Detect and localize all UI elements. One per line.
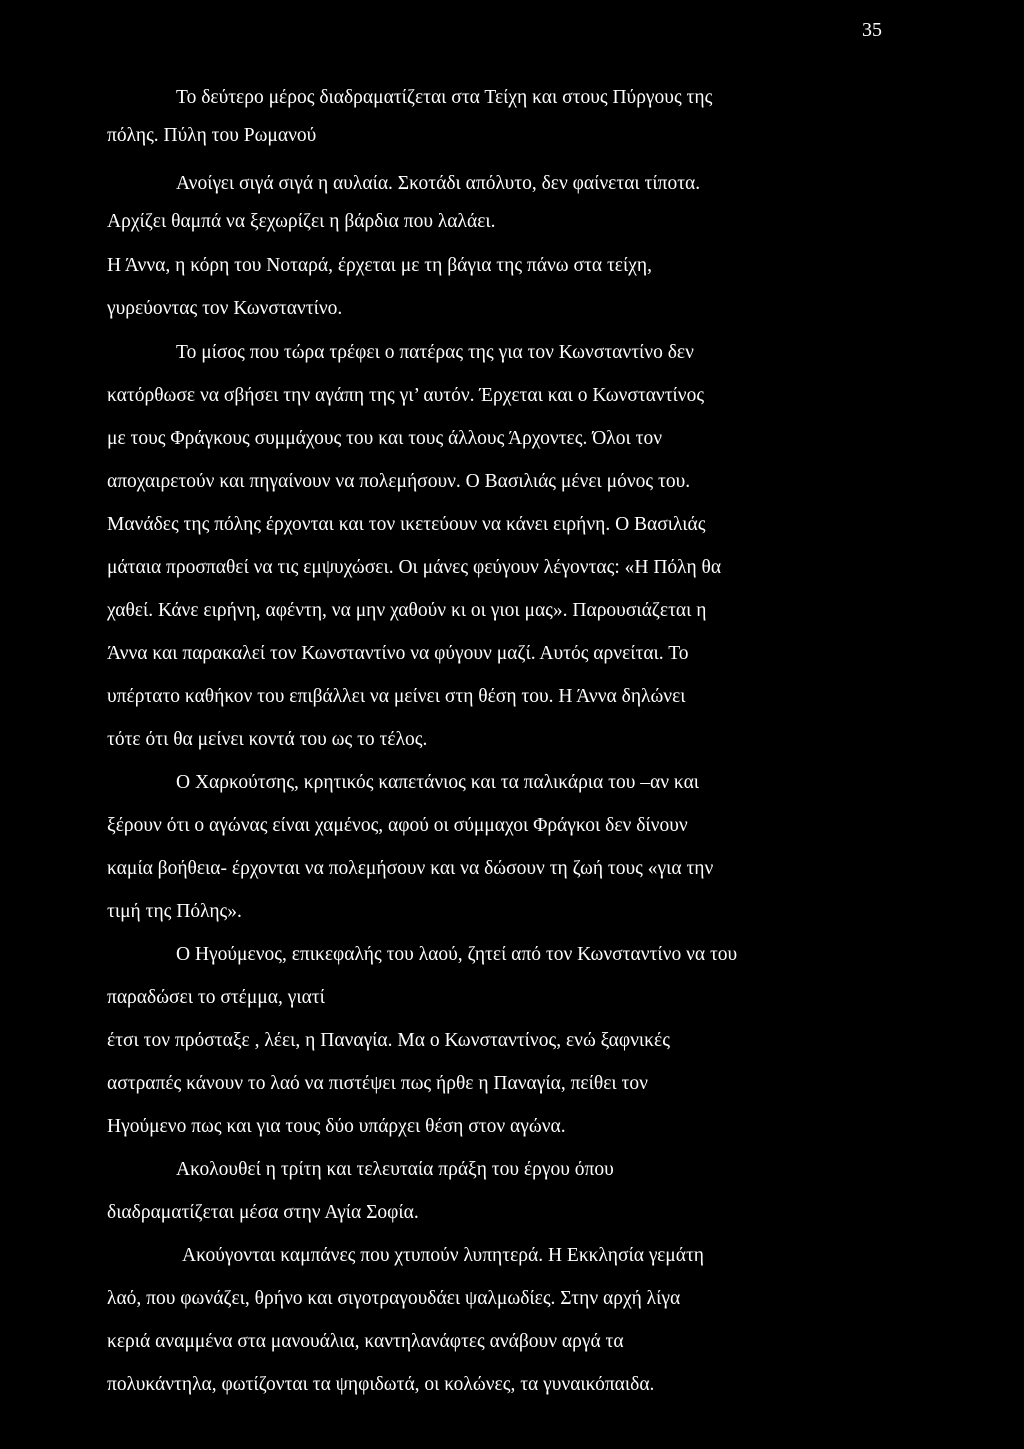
text-line: γυρεύοντας τον Κωνσταντίνο. (107, 298, 343, 319)
text-line: καμία βοήθεια- έρχονται να πολεμήσουν και να δώσουν τη ζωή τους «για την (107, 858, 714, 879)
text-line: Άννα και παρακαλεί τον Κωνσταντίνο να φύγουν μαζί. Αυτός αρνείται. Το (107, 643, 689, 664)
text-line: πολυκάντηλα, φωτίζονται τα ψηφιδωτά, οι κολώνες, τα γυναικόπαιδα. (107, 1374, 655, 1395)
text-line: Η Άννα, η κόρη του Νοταρά, έρχεται με τη βάγια της πάνω στα τείχη, (107, 255, 652, 276)
text-line: έτσι τον πρόσταξε , λέει, η Παναγία. Μα ο Κωνσταντίνος, ενώ ξαφνικές (107, 1030, 670, 1051)
page-number: 35 (862, 19, 882, 41)
text-line: Ανοίγει σιγά σιγά η αυλαία. Σκοτάδι απόλυτο, δεν φαίνεται τίποτα. (176, 173, 701, 194)
text-line: Αρχίζει θαμπά να ξεχωρίζει η βάρδια που λαλάει. (107, 211, 496, 232)
text-line: πόλης. Πύλη του Ρωμανού (107, 125, 317, 146)
text-line: αστραπές κάνουν το λαό να πιστέψει πως ήρθε η Παναγία, πείθει τον (107, 1073, 648, 1094)
text-line: Το μίσος που τώρα τρέφει ο πατέρας της για τον Κωνσταντίνο δεν (176, 342, 694, 363)
text-line: λαό, που φωνάζει, θρήνο και σιγοτραγουδάει ψαλμωδίες. Στην αρχή λίγα (107, 1288, 681, 1309)
text-line: Ο Χαρκούτσης, κρητικός καπετάνιος και τα παλικάρια του –αν και (176, 772, 700, 793)
text-line: αποχαιρετούν και πηγαίνουν να πολεμήσουν. Ο Βασιλιάς μένει μόνος του. (107, 471, 691, 492)
text-line: Ακολουθεί η τρίτη και τελευταία πράξη του έργου όπου (176, 1159, 614, 1180)
text-line: μάταια προσπαθεί να τις εμψυχώσει. Οι μάνες φεύγουν λέγοντας: «Η Πόλη θα (107, 557, 722, 578)
text-line: κατόρθωσε να σβήσει την αγάπη της γι’ αυτόν. Έρχεται και ο Κωνσταντίνος (107, 385, 705, 406)
text-line: τιμή της Πόλης». (107, 901, 242, 922)
text-line: διαδραματίζεται μέσα στην Αγία Σοφία. (107, 1202, 419, 1223)
text-line: κεριά αναμμένα στα μανουάλια, καντηλανάφτες ανάβουν αργά τα (107, 1331, 624, 1352)
text-line: υπέρτατο καθήκον του επιβάλλει να μείνει στη θέση του. Η Άννα δηλώνει (107, 686, 686, 707)
text-line: Ο Ηγούμενος, επικεφαλής του λαού, ζητεί από τον Κωνσταντίνο να του (176, 944, 738, 965)
text-line: τότε ότι θα μείνει κοντά του ως το τέλος. (107, 729, 428, 750)
text-line: Το δεύτερο μέρος διαδραματίζεται στα Τείχη και στους Πύργους της (176, 87, 713, 108)
text-line: Ακούγονται καμπάνες που χτυπούν λυπητερά. Η Εκκλησία γεμάτη (182, 1245, 704, 1266)
text-line: Ηγούμενο πως και για τους δύο υπάρχει θέση στον αγώνα. (107, 1116, 566, 1137)
text-line: με τους Φράγκους συμμάχους του και τους άλλους Άρχοντες. Όλοι τον (107, 428, 663, 449)
text-line: χαθεί. Κάνε ειρήνη, αφέντη, να μην χαθούν κι οι γιοι μας». Παρουσιάζεται η (107, 600, 707, 621)
text-line: παραδώσει το στέμμα, γιατί (107, 987, 325, 1008)
text-line: Μανάδες της πόλης έρχονται και τον ικετεύουν να κάνει ειρήνη. Ο Βασιλιάς (107, 514, 706, 535)
text-line: ξέρουν ότι ο αγώνας είναι χαμένος, αφού οι σύμμαχοι Φράγκοι δεν δίνουν (107, 815, 688, 836)
